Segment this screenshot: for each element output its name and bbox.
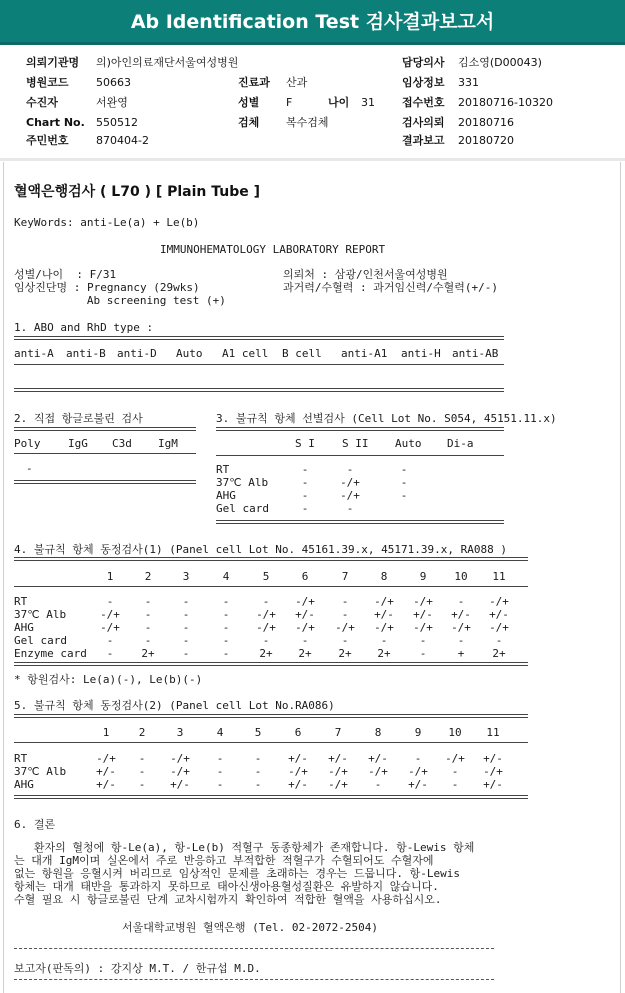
conclusion-line: 환자의 혈청에 항-Le(a), 항-Le(b) 적혈구 동종항체가 존재합니다. 항-Lewis 항체	[14, 841, 475, 854]
s3-cell: -	[301, 476, 309, 489]
conclusion-line: 수혈 필요 시 항글로불린 단계 교차시험까지 확인하여 적합한 혈액을 사용하십시오.	[14, 893, 442, 906]
doctor-field	[402, 56, 542, 70]
s5-cell: -	[451, 778, 459, 791]
s1-bottom-rule	[14, 388, 504, 392]
subject-label: 수진자	[26, 96, 58, 109]
s4-cell: -	[457, 595, 465, 608]
diagnosis: 임상진단명 : Pregnancy (29wks)	[14, 281, 200, 294]
s6-title: 6. 결론	[14, 818, 56, 831]
s5-cell: -/+	[483, 765, 503, 778]
s4-column-header: 10	[454, 570, 468, 583]
s4-cell: -	[495, 634, 503, 647]
gender-field	[238, 96, 293, 110]
s4-cell: +	[457, 647, 465, 660]
gender-label: 성별	[238, 96, 260, 109]
s3-cell: -/+	[340, 489, 360, 502]
s4-cell: +/-	[295, 608, 315, 621]
s2-header: IgG	[68, 437, 88, 450]
s5-cell: +/-	[483, 752, 503, 765]
s4-cell: -	[144, 595, 152, 608]
s1-header: B cell	[282, 347, 322, 360]
s4-cell: -	[144, 634, 152, 647]
reported-field	[402, 134, 514, 148]
chart-value: 550512	[96, 116, 138, 129]
s2-title: 2. 직접 항글로불린 검사	[14, 412, 143, 425]
footer-rule-top	[14, 948, 494, 949]
s2-header: C3d	[112, 437, 132, 450]
s5-column-header: 6	[294, 726, 302, 739]
s4-cell: +/-	[451, 608, 471, 621]
s4-cell: +/-	[374, 608, 394, 621]
s4-bottom-rule	[14, 662, 528, 666]
s3-row-label: 37℃ Alb	[216, 476, 269, 489]
s4-cell: 2+	[338, 647, 352, 660]
footer-rule-bottom	[14, 979, 494, 980]
s5-cell: -/+	[170, 765, 190, 778]
s3-cell: -/+	[340, 476, 360, 489]
s4-column-header: 2	[144, 570, 152, 583]
s5-cell: -	[216, 778, 224, 791]
right-border	[620, 162, 621, 993]
s4-cell: 2+	[377, 647, 391, 660]
s5-column-header: 10	[448, 726, 462, 739]
s4-cell: -	[182, 608, 190, 621]
requested-field	[402, 116, 514, 130]
s5-cell: -/+	[288, 765, 308, 778]
s4-cell: -	[262, 595, 270, 608]
s3-row-label: Gel card	[216, 502, 269, 515]
s3-header: Auto	[395, 437, 422, 450]
s5-row-label: RT	[14, 752, 28, 765]
subject-value: 서완영	[96, 96, 128, 109]
hospital-code-value: 50663	[96, 76, 131, 89]
s5-cell: +/-	[288, 778, 308, 791]
s4-cell: 2+	[298, 647, 312, 660]
s4-row-label: Gel card	[14, 634, 67, 647]
s4-antigen-note: * 항원검사: Le(a)(-), Le(b)(-)	[14, 673, 203, 686]
s3-header: S II	[342, 437, 369, 450]
institution-label: 의뢰기관명	[26, 56, 80, 69]
s5-column-header: 7	[334, 726, 342, 739]
s4-cell: 2+	[259, 647, 273, 660]
s5-cell: -/+	[368, 765, 388, 778]
s5-cell: -	[138, 765, 146, 778]
s4-cell: -	[182, 634, 190, 647]
s4-cell: -/+	[413, 621, 433, 634]
specimen-field	[238, 116, 329, 130]
s5-cell: +/-	[170, 778, 190, 791]
s4-cell: -	[457, 634, 465, 647]
gender-value: F	[286, 96, 293, 109]
clinical-value: 331	[458, 76, 479, 89]
diagnosis-extra: Ab screening test (+)	[14, 294, 226, 307]
s4-cell: +/-	[413, 608, 433, 621]
s4-cell: -	[144, 608, 152, 621]
s4-cell: -	[419, 647, 427, 660]
institution-value: 의)아인의료재단서울여성병원	[96, 56, 239, 69]
s5-cell: -/+	[96, 752, 116, 765]
s3-cell: -	[346, 463, 354, 476]
s4-column-header: 7	[341, 570, 349, 583]
resident-field	[26, 134, 149, 148]
s5-column-header: 9	[414, 726, 422, 739]
s5-cell: +/-	[96, 765, 116, 778]
s2-top-rule	[14, 427, 196, 431]
s2-bottom-rule	[14, 480, 196, 484]
s5-row-label: AHG	[14, 778, 34, 791]
s1-title: 1. ABO and RhD type :	[14, 321, 154, 334]
s4-title: 4. 불규칙 항체 동정검사(1) (Panel cell Lot No. 45161.39.x, 45171.39.x, RA088 )	[14, 543, 507, 556]
hospital-code-field	[26, 76, 131, 90]
s1-header: anti-H	[401, 347, 441, 360]
s4-cell: -	[182, 621, 190, 634]
s5-cell: -	[414, 752, 422, 765]
keywords: KeyWords: anti-Le(a) + Le(b)	[14, 216, 200, 229]
s4-column-header: 5	[262, 570, 270, 583]
s4-cell: 2+	[492, 647, 506, 660]
s5-cell: -	[216, 765, 224, 778]
reported-label: 결과보고	[402, 134, 445, 147]
s4-cell: -	[380, 634, 388, 647]
subject-field	[26, 96, 128, 110]
s3-top-rule	[216, 427, 504, 431]
conclusion-line: 없는 항원을 응혈시켜 버리므로 임상적인 문제를 초래하는 경우는 드뭅니다. 항-Lewis	[14, 867, 460, 880]
s2-header: Poly	[14, 437, 41, 450]
s5-cell: +/-	[408, 778, 428, 791]
s4-cell: -	[301, 634, 309, 647]
history: 과거력/수혈력 : 과거임신력/수혈력(+/-)	[283, 281, 498, 294]
hospital-code-label: 병원코드	[26, 76, 69, 89]
s5-cell: -	[138, 778, 146, 791]
conclusion-line: 는 대개 IgM이며 실온에서 주로 반응하고 부적합한 적혈구가 수혈되어도 수혈자에	[14, 854, 434, 867]
s4-cell: -	[222, 621, 230, 634]
s1-header: A1 cell	[222, 347, 269, 360]
hospital-line: 서울대학교병원 혈액은행 (Tel. 02-2072-2504)	[122, 921, 378, 934]
s5-cell: -	[216, 752, 224, 765]
institution-field	[26, 56, 239, 70]
requested-label: 검사의뢰	[402, 116, 445, 129]
report-header-title: Ab Identification Test 검사결과보고서	[0, 0, 625, 45]
s2-value: -	[26, 462, 33, 475]
s5-mid-rule	[14, 742, 528, 743]
s4-mid-rule	[14, 586, 528, 587]
s4-cell: -/+	[295, 595, 315, 608]
s4-top-rule	[14, 557, 528, 561]
s5-cell: -/+	[445, 752, 465, 765]
left-border	[3, 162, 4, 993]
s4-cell: -	[262, 634, 270, 647]
s1-header: anti-B	[66, 347, 106, 360]
s4-cell: -/+	[374, 595, 394, 608]
s4-cell: -	[222, 634, 230, 647]
s1-header: anti-AB	[452, 347, 499, 360]
conclusion-line: 항체는 대개 태반을 통과하지 못하므로 태아신생아용혈성질환은 유발하지 않습니다.	[14, 880, 439, 893]
s4-cell: -	[106, 647, 114, 660]
department-value: 산과	[286, 76, 308, 89]
s4-row-label: Enzyme card	[14, 647, 87, 660]
s5-cell: -	[254, 778, 262, 791]
s5-cell: -/+	[170, 752, 190, 765]
requested-value: 20180716	[458, 116, 514, 129]
s4-cell: -/+	[256, 608, 276, 621]
chart-field	[26, 116, 138, 130]
s5-cell: +/-	[328, 752, 348, 765]
s5-column-header: 5	[254, 726, 262, 739]
s1-header: anti-A	[14, 347, 54, 360]
s3-cell: -	[301, 489, 309, 502]
s5-cell: -/+	[408, 765, 428, 778]
resident-label: 주민번호	[26, 134, 69, 147]
s4-cell: -	[341, 595, 349, 608]
s3-header: Di-a	[447, 437, 474, 450]
s1-top-rule	[14, 336, 504, 340]
s5-cell: -/+	[328, 778, 348, 791]
s4-column-header: 8	[380, 570, 388, 583]
s5-bottom-rule	[14, 795, 528, 799]
s3-cell: -	[301, 463, 309, 476]
s3-header: S I	[295, 437, 315, 450]
specimen-value: 복수검체	[286, 116, 329, 129]
s5-cell: -	[254, 752, 262, 765]
age-field	[328, 96, 375, 110]
s4-column-header: 9	[419, 570, 427, 583]
s3-row-label: RT	[216, 463, 230, 476]
s3-cell: -	[400, 489, 408, 502]
reporter-line: 보고자(판독의) : 강지상 M.T. / 한규섭 M.D.	[14, 962, 261, 975]
s3-cell: -	[346, 502, 354, 515]
s5-top-rule	[14, 714, 528, 718]
s4-cell: -/+	[489, 595, 509, 608]
s1-header: Auto	[176, 347, 203, 360]
s4-cell: -/+	[451, 621, 471, 634]
s4-cell: -	[419, 634, 427, 647]
s5-title: 5. 불규칙 항체 동정검사(2) (Panel cell Lot No.RA086)	[14, 699, 335, 712]
sex-age: 성별/나이 : F/31	[14, 268, 117, 281]
s4-cell: -/+	[335, 621, 355, 634]
s4-column-header: 6	[301, 570, 309, 583]
s4-cell: -/+	[489, 621, 509, 634]
s4-column-header: 1	[106, 570, 114, 583]
resident-value: 870404-2	[96, 134, 149, 147]
s4-column-header: 4	[222, 570, 230, 583]
s5-cell: -	[374, 778, 382, 791]
s4-cell: -/+	[374, 621, 394, 634]
s4-row-label: RT	[14, 595, 28, 608]
s4-cell: -/+	[295, 621, 315, 634]
received-label: 접수번호	[402, 96, 445, 109]
s3-cell: -	[301, 502, 309, 515]
s1-mid-rule	[14, 364, 504, 365]
s5-cell: +/-	[368, 752, 388, 765]
section-separator	[0, 158, 625, 161]
s5-cell: -/+	[328, 765, 348, 778]
s5-column-header: 8	[374, 726, 382, 739]
chart-label: Chart No.	[26, 116, 85, 129]
s4-cell: -	[222, 595, 230, 608]
s4-cell: -	[182, 595, 190, 608]
report-title: 혈액은행검사 ( L70 ) [ Plain Tube ]	[14, 184, 261, 200]
s4-cell: +/-	[489, 608, 509, 621]
s1-header: anti-A1	[341, 347, 388, 360]
s4-cell: 2+	[141, 647, 155, 660]
age-value: 31	[361, 96, 375, 109]
s5-cell: -	[138, 752, 146, 765]
s5-column-header: 2	[138, 726, 146, 739]
s1-header: anti-D	[117, 347, 157, 360]
s2-mid-rule	[14, 453, 196, 454]
s5-column-header: 3	[176, 726, 184, 739]
lab-title: IMMUNOHEMATOLOGY LABORATORY REPORT	[160, 243, 386, 256]
received-value: 20180716-10320	[458, 96, 553, 109]
s4-cell: -	[106, 595, 114, 608]
s5-cell: +/-	[96, 778, 116, 791]
s4-row-label: AHG	[14, 621, 34, 634]
s5-cell: +/-	[483, 778, 503, 791]
s4-cell: -	[341, 634, 349, 647]
s3-bottom-rule	[216, 520, 504, 524]
s5-column-header: 4	[216, 726, 224, 739]
s4-cell: -/+	[256, 621, 276, 634]
s4-cell: -	[106, 634, 114, 647]
s4-cell: -	[144, 621, 152, 634]
s4-cell: -	[222, 608, 230, 621]
s4-column-header: 3	[182, 570, 190, 583]
s4-cell: -	[222, 647, 230, 660]
age-label: 나이	[328, 96, 350, 109]
s4-cell: -	[341, 608, 349, 621]
clinical-field	[402, 76, 479, 90]
s5-column-header: 1	[102, 726, 110, 739]
doctor-value: 김소영(D00043)	[458, 56, 542, 69]
s5-cell: -	[451, 765, 459, 778]
department-label: 진료과	[238, 76, 270, 89]
s3-mid-rule	[216, 455, 504, 456]
doctor-label: 담당의사	[402, 56, 445, 69]
s4-row-label: 37℃ Alb	[14, 608, 67, 621]
s4-cell: -/+	[100, 608, 120, 621]
s3-cell: -	[400, 476, 408, 489]
referrer: 의뢰처 : 삼광/인천서울여성병원	[283, 268, 448, 281]
s5-column-header: 11	[486, 726, 500, 739]
specimen-label: 검체	[238, 116, 260, 129]
s4-cell: -/+	[100, 621, 120, 634]
s4-cell: -	[182, 647, 190, 660]
received-field	[402, 96, 553, 110]
reported-value: 20180720	[458, 134, 514, 147]
department-field	[238, 76, 308, 90]
s3-cell: -	[400, 463, 408, 476]
s3-row-label: AHG	[216, 489, 236, 502]
s5-row-label: 37℃ Alb	[14, 765, 67, 778]
s4-column-header: 11	[492, 570, 506, 583]
s5-cell: +/-	[288, 752, 308, 765]
s2-header: IgM	[158, 437, 178, 450]
s5-cell: -	[254, 765, 262, 778]
s4-cell: -/+	[413, 595, 433, 608]
clinical-label: 임상정보	[402, 76, 445, 89]
s3-title: 3. 불규칙 항체 선별검사 (Cell Lot No. S054, 45151.11.x)	[216, 412, 557, 425]
